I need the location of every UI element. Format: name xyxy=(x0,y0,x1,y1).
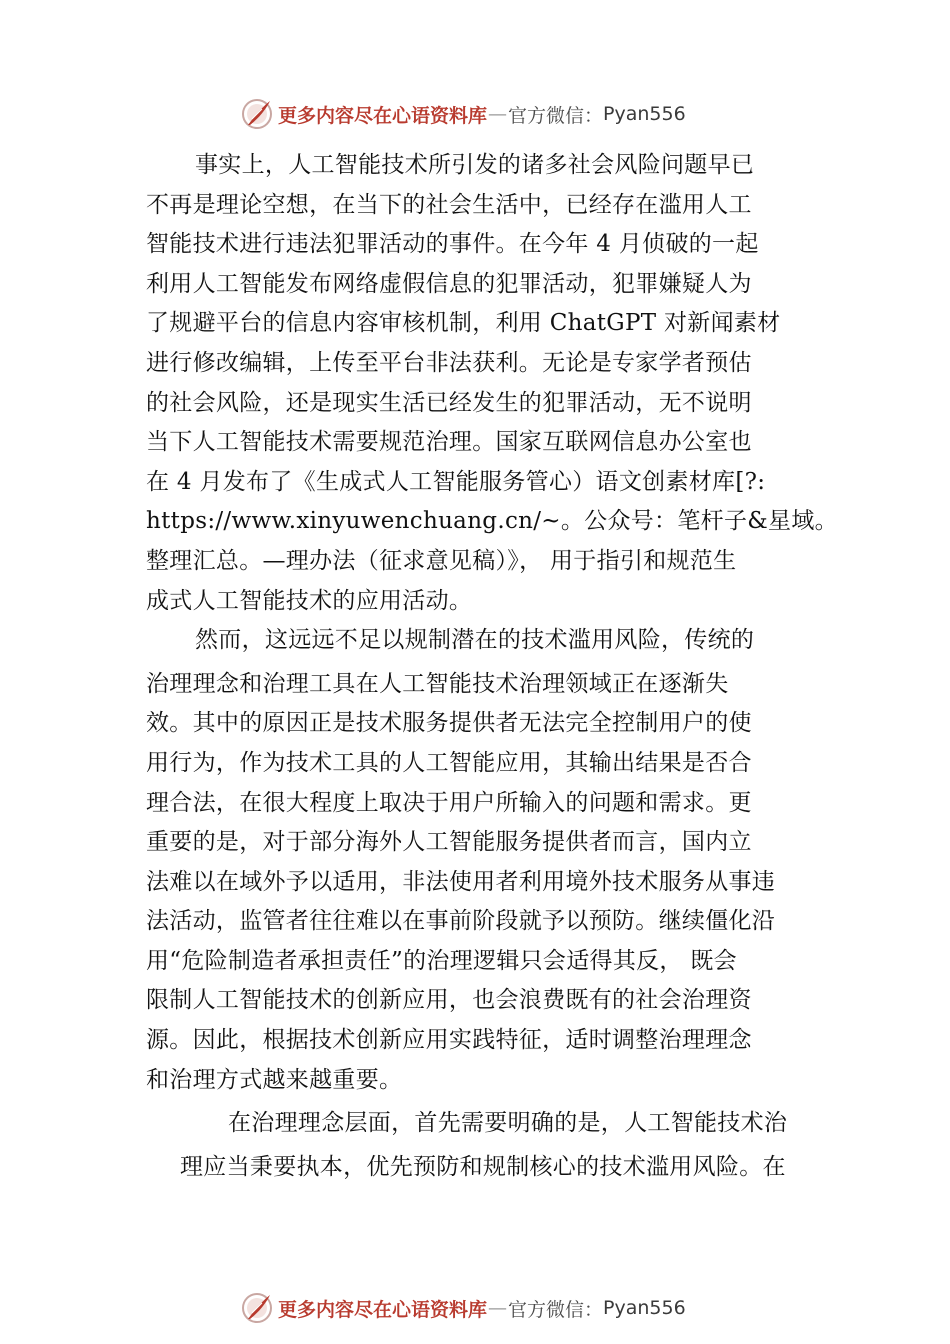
text-line: 利用人工智能发布网络虚假信息的犯罪活动，犯罪嫌疑人为 xyxy=(146,270,752,297)
text-line: https://www.xinyuwenchuang.cn/~。公众号：笔杆子&星域。 xyxy=(146,508,838,535)
text-line: 用“危险制造者承担责任”的治理逻辑只会适得其反， 既会 xyxy=(146,947,737,974)
text-line: 法难以在域外予以适用，非法使用者利用境外技术服务从事违 xyxy=(146,868,776,895)
text-line: 整理汇总。—理办法（征求意见稿）》， 用于指引和规范生 xyxy=(146,547,737,574)
header-watermark xyxy=(240,94,760,134)
text-line: 了规避平台的信息内容审核机制，利用 ChatGPT 对新闻素材 xyxy=(146,310,781,337)
watermark-dash: — xyxy=(488,103,508,125)
paragraph xyxy=(146,621,826,1100)
paragraph xyxy=(146,146,838,621)
text-line: 不再是理论空想，在当下的社会生活中，已经存在滥用人工 xyxy=(146,191,752,218)
quill-logo-icon xyxy=(240,97,274,131)
text-line: 当下人工智能技术需要规范治理。国家互联网信息办公室也 xyxy=(146,429,752,456)
text-line: 效。其中的原因正是技术服务提供者无法完全控制用户的使 xyxy=(146,710,752,737)
text-line: 然而，这远远不足以规制潜在的技术滥用风险，传统的 xyxy=(195,627,755,654)
text-line: 治理理念和治理工具在人工智能技术治理领域正在逐渐失 xyxy=(146,670,729,697)
text-line: 重要的是，对于部分海外人工智能服务提供者而言，国内立 xyxy=(146,829,752,856)
watermark-id: Pyan556 xyxy=(603,103,686,125)
text-line: 智能技术进行违法犯罪活动的事件。在今年 4 月侦破的一起 xyxy=(146,231,759,258)
text-line: 源。因此，根据技术创新应用实践特征，适时调整治理理念 xyxy=(146,1027,752,1054)
text-line: 的社会风险，还是现实生活已经发生的犯罪活动，无不说明 xyxy=(146,389,752,416)
watermark-id: Pyan556 xyxy=(603,1297,686,1319)
text-line: 在治理理念层面，首先需要明确的是，人工智能技术治 xyxy=(228,1110,788,1137)
watermark-label: 官方微信： xyxy=(508,1298,604,1321)
quill-logo-icon xyxy=(240,1291,274,1325)
footer-watermark xyxy=(240,1288,760,1328)
watermark-dash: — xyxy=(488,1297,508,1319)
text-line: 理应当秉要执本，优先预防和规制核心的技术滥用风险。在 xyxy=(180,1153,786,1180)
text-line: 法活动，监管者往往难以在事前阶段就予以预防。继续僵化沿 xyxy=(146,908,776,935)
text-line: 和治理方式越来越重要。 xyxy=(146,1066,403,1093)
text-line: 事实上，人工智能技术所引发的诸多社会风险问题早已 xyxy=(195,152,755,178)
watermark-brand: 更多内容尽在心语资料库 xyxy=(278,1298,488,1321)
paragraph xyxy=(146,1104,826,1187)
text-line: 进行修改编辑，上传至平台非法获利。无论是专家学者预估 xyxy=(146,349,752,376)
watermark-label: 官方微信： xyxy=(508,104,604,127)
text-line: 成式人工智能技术的应用活动。 xyxy=(146,587,473,614)
text-line: 用行为，作为技术工具的人工智能应用，其输出结果是否合 xyxy=(146,749,752,776)
text-line: 在 4 月发布了《生成式人工智能服务管心）语文创素材库[?: xyxy=(146,468,766,495)
text-line: 理合法，在很大程度上取决于用户所输入的问题和需求。更 xyxy=(146,789,752,816)
text-line: 限制人工智能技术的创新应用，也会浪费既有的社会治理资 xyxy=(146,987,752,1014)
watermark-brand: 更多内容尽在心语资料库 xyxy=(278,104,488,127)
document-body xyxy=(146,146,838,1187)
